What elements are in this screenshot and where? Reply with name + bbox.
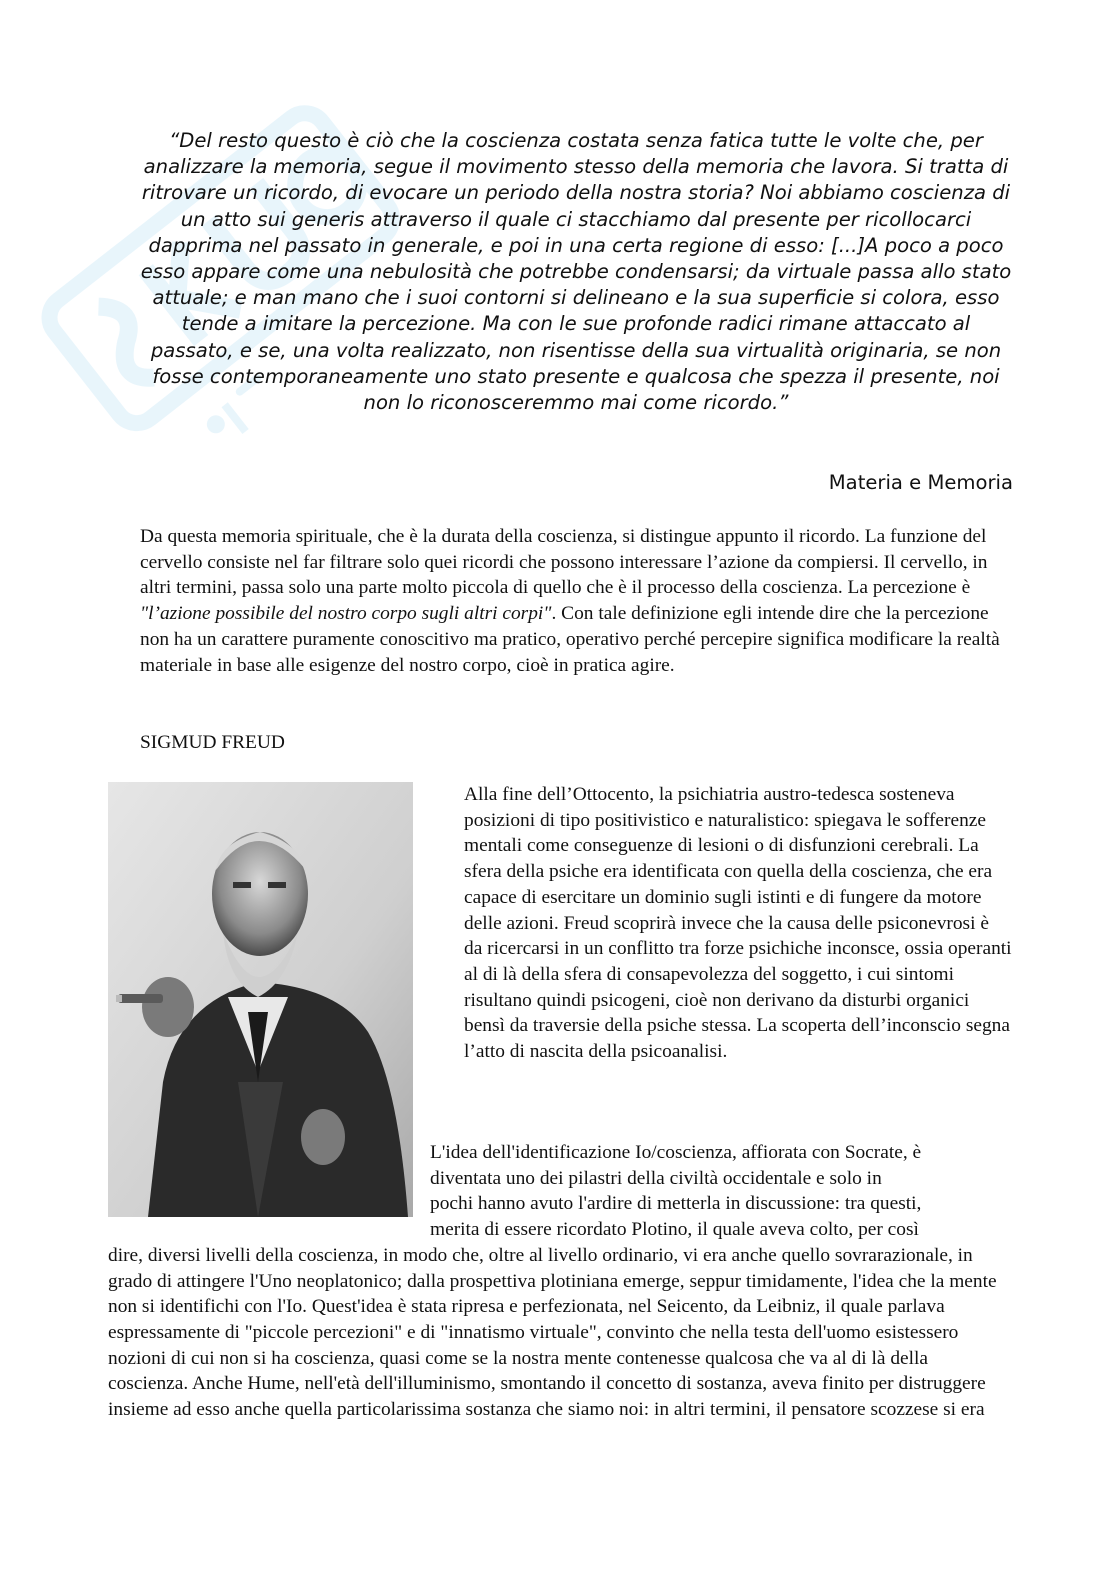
wrapped-line: pochi hanno avuto l'ardire di metterla in discussione: tra questi,	[430, 1193, 922, 1215]
quote-source: Materia e Memoria	[828, 471, 1013, 494]
section-heading-freud: SIGMUD FREUD	[140, 732, 285, 753]
perception-definition: "l’azione possibile del nostro corpo sugli altri corpi"	[140, 603, 552, 625]
wrapped-line: L'idea dell'identificazione Io/coscienza, affiorata con Socrate, è	[430, 1142, 922, 1163]
paragraph-memory	[140, 524, 1010, 678]
paragraph-memory-text-a: Da questa memoria spirituale, che è la durata della coscienza, si distingue appunto il ricordo. La funzione del cervello consiste nel far filtrare solo quei ricordi che possono interessare l’azione da compiersi. Il cervello, in altri termini, passa solo una parte molto piccola di quello che è il processo della coscienza. La percezione è	[140, 526, 988, 599]
full-width-text: dire, diversi livelli della coscienza, in modo che, oltre al livello ordinario, vi era anche quello sovrarazionale, in grado di attingere l'Uno neoplatonico; dalla prospettiva plotiniana emerge, seppur timidamente, l'idea che la mente non si identifichi con l'Io. Quest'idea è stata ripresa e perfezionata, nel Seicento, da Leibniz, il quale parlava espressamente di "piccole percezioni" e di "innatismo virtuale", convinto che nella testa dell'uomo esistessero nozioni di cui non si ha coscienza, quasi come se la nostra mente contenesse qualcosa che va al di là della coscienza. Anche Hume, nell'età dell'illuminismo, smontando il concetto di sostanza, aveva finito per distruggere insieme ad esso anche quella particolarissima sostanza che siamo noi: in altri termini, il pensatore scozzese si era	[108, 1244, 997, 1421]
wrapped-line: merita di essere ricordato Plotino, il quale aveva colto, per così	[430, 1219, 919, 1241]
bergson-quote: “Del resto questo è ciò che la coscienza costata senza fatica tutte le volte che, per analizzare la memoria, segue il movimento stesso della memoria che lavora. Si tratta di ritrovare un ricordo, di evocare un periodo della nostra storia? Noi abbiamo coscienza di un atto sui generis attraverso il quale ci stacchiamo dal presente per ricollocarci dapprima nel passato in generale, e poi in una certa regione di esso: [...]A poco a poco esso appare come una nebulosità che potrebbe condensarsi; da virtuale passa allo stato attuale; e man mano che i suoi contorni si delineano e la sua superficie si colora, esso tende a imitare la percezione. Ma con le sue profonde radici rimane attaccato al passato, e se, una volta realizzato, non risentisse della sua virtualità originaria, se non fosse contemporaneamente uno stato presente e qualcosa che spezza il presente, noi non lo riconosceremmo mai come ricordo.”	[140, 129, 1012, 415]
paragraph-memory-text-b: . Con tale definizione egli intende dire che la percezione non ha un carattere puramente conoscitivo ma pratico, operativo perché percepire significa modificare la realtà materiale in base alle esigenze del nostro corpo, cioè in pratica agire.	[140, 603, 1000, 676]
wrapped-line: diventata uno dei pilastri della civiltà occidentale e solo in	[430, 1167, 882, 1189]
paragraph-io-coscienza	[108, 1140, 1013, 1423]
paragraph-freud-intro: Alla fine dell’Ottocento, la psichiatria austro-tedesca sosteneva posizioni di tipo positivistico e naturalistico: spiegava le sofferenze mentali come conseguenze di lesioni o di disfunzioni cerebrali. La sfera della psiche era identificata con quella della coscienza, che era capace di esercitare un dominio sugli istinti e di fungere da motore delle azioni. Freud scoprirà invece che la causa delle psiconevrosi è da ricercarsi in un conflitto tra forze psichiche inconsce, ossia operanti al di là della sfera di consapevolezza del soggetto, i cui sintomi risultano quindi psicogeni, cioè non derivano da disturbi organici bensì da traversie della psiche stessa. La scoperta dell’inconscio segna l’atto di nascita della psicoanalisi.	[464, 784, 1012, 1063]
